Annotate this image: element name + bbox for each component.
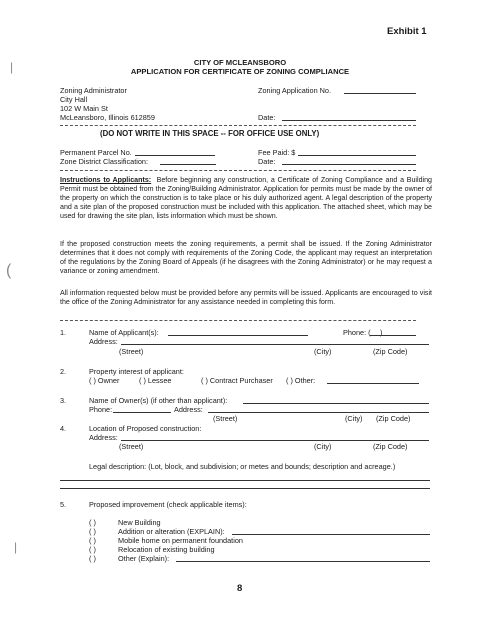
location-address-field[interactable] <box>121 440 429 441</box>
office-date-field[interactable] <box>282 164 416 165</box>
admin-line: Zoning Administrator <box>60 86 127 95</box>
parcel-label: Permanent Parcel No. <box>60 148 132 157</box>
divider <box>60 320 416 321</box>
divider <box>60 170 416 171</box>
owner-checkbox[interactable]: ( ) Owner <box>89 376 120 385</box>
page-number: 8 <box>237 583 243 594</box>
owner-name-label: Name of Owner(s) (if other than applicant): <box>89 396 228 405</box>
owner-phone-label: Phone: <box>89 405 113 414</box>
relocation-label: Relocation of existing building <box>118 545 215 554</box>
owner-address-field[interactable] <box>208 412 429 413</box>
item-number: 3. <box>60 396 67 405</box>
street-line: 102 W Main St <box>60 104 108 113</box>
owner-name-field[interactable] <box>243 403 429 404</box>
zone-district-label: Zone District Classification: <box>60 157 148 166</box>
date-label: Date: <box>258 113 276 122</box>
item-number: 4. <box>60 424 67 433</box>
other-improvement-checkbox[interactable]: ( ) <box>89 554 96 563</box>
margin-mark: | <box>10 60 14 74</box>
instructions-paragraph-3: All information requested below must be provided before any permits will be issued. Applicants are encouraged to visit the office of the Zoning Administrator for any assistance needed in completing this form. <box>60 289 432 307</box>
mobile-home-checkbox[interactable]: ( ) <box>89 536 96 545</box>
parcel-field[interactable] <box>135 155 215 156</box>
zip-caption: (Zip Code) <box>373 442 408 451</box>
divider <box>60 125 416 126</box>
zoning-app-no-label: Zoning Application No. <box>258 86 332 95</box>
city-hall-line: City Hall <box>60 95 88 104</box>
relocation-checkbox[interactable]: ( ) <box>89 545 96 554</box>
form-title: APPLICATION FOR CERTIFICATE OF ZONING COMPLIANCE <box>130 67 350 76</box>
item-number: 2. <box>60 367 67 376</box>
exhibit-label: Exhibit 1 <box>387 26 427 37</box>
addition-label: Addition or alteration (EXPLAIN): <box>118 527 225 536</box>
office-date-label: Date: <box>258 157 276 166</box>
zip-caption: (Zip Code) <box>376 414 411 423</box>
street-caption: (Street) <box>213 414 238 423</box>
applicant-name-label: Name of Applicant(s): <box>89 328 159 337</box>
location-address-label: Address: <box>89 433 118 442</box>
lessee-checkbox[interactable]: ( ) Lessee <box>139 376 172 385</box>
city-caption: (City) <box>314 442 332 451</box>
margin-mark: ( <box>6 262 12 279</box>
other-field[interactable] <box>327 383 419 384</box>
office-use-notice: (DO NOT WRITE IN THIS SPACE -- FOR OFFICE USE ONLY) <box>100 129 320 138</box>
phone-label: Phone: ( <box>343 328 371 337</box>
mobile-home-label: Mobile home on permanent foundation <box>118 536 243 545</box>
applicant-name-field[interactable] <box>168 335 308 336</box>
contract-purchaser-checkbox[interactable]: ( ) Contract Purchaser <box>201 376 273 385</box>
instructions-text-1: Before beginning any construction, a Certificate of Zoning Compliance and a Building Permit must be obtained from the Zoning/Building Administrator. Application for permits must be made by the owner of the property on which the construction is to take place or his duly authorized agent. A legal description of the property and a site plan of the proposed construction must be included with this application. The attached sheet, which may be used for drawing the site plan, lists information which must be shown. <box>60 176 432 221</box>
item-number: 1. <box>60 328 67 337</box>
address-field[interactable] <box>121 344 429 345</box>
legal-description-label: Legal description: (Lot, block, and subdivision; or metes and bounds; description and acreage.) <box>89 462 396 471</box>
margin-mark: | <box>14 540 18 554</box>
phone-paren: ) <box>380 328 383 337</box>
address-label: Address: <box>89 337 118 346</box>
addition-field[interactable] <box>232 534 430 535</box>
zip-caption: (Zip Code) <box>373 347 408 356</box>
city-caption: (City) <box>314 347 332 356</box>
addition-checkbox[interactable]: ( ) <box>89 527 96 536</box>
city-state-line: McLeansboro, Illinois 612859 <box>60 113 155 122</box>
zone-district-field[interactable] <box>160 164 216 165</box>
street-caption: (Street) <box>119 442 144 451</box>
instructions-paragraph-1 <box>60 176 432 221</box>
date-field[interactable] <box>282 120 416 121</box>
owner-address-label: Address: <box>174 405 203 414</box>
legal-description-field[interactable] <box>60 488 430 489</box>
phone-field[interactable] <box>370 335 416 336</box>
instructions-heading: Instructions to Applicants: <box>60 176 152 184</box>
other-checkbox[interactable]: ( ) Other: <box>286 376 316 385</box>
fee-paid-label: Fee Paid: $ <box>258 148 296 157</box>
other-improvement-label: Other (Explain): <box>118 554 170 563</box>
city-caption: (City) <box>345 414 363 423</box>
item-number: 5. <box>60 500 67 509</box>
fee-paid-field[interactable] <box>298 155 416 156</box>
instructions-paragraph-2: If the proposed construction meets the zoning requirements, a permit shall be issued. If the Zoning Administrator determines that it does not comply with requirements of the Zoning Code, the applicant may request an interpretation of the regulations by the Zoning Board of Appeals (if he disagrees with the Zoning Administrator) or he may request a variance or zoning amendment. <box>60 240 432 276</box>
owner-phone-field[interactable] <box>113 412 171 413</box>
zoning-app-no-field[interactable] <box>344 93 416 94</box>
new-building-checkbox[interactable]: ( ) <box>89 518 96 527</box>
improvement-label: Proposed improvement (check applicable items): <box>89 500 247 509</box>
new-building-label: New Building <box>118 518 161 527</box>
other-improvement-field[interactable] <box>176 561 430 562</box>
legal-description-field[interactable] <box>60 480 430 481</box>
street-caption: (Street) <box>119 347 144 356</box>
city-title: CITY OF MCLEANSBORO <box>193 58 287 67</box>
property-interest-label: Property interest of applicant: <box>89 367 184 376</box>
location-label: Location of Proposed construction: <box>89 424 202 433</box>
